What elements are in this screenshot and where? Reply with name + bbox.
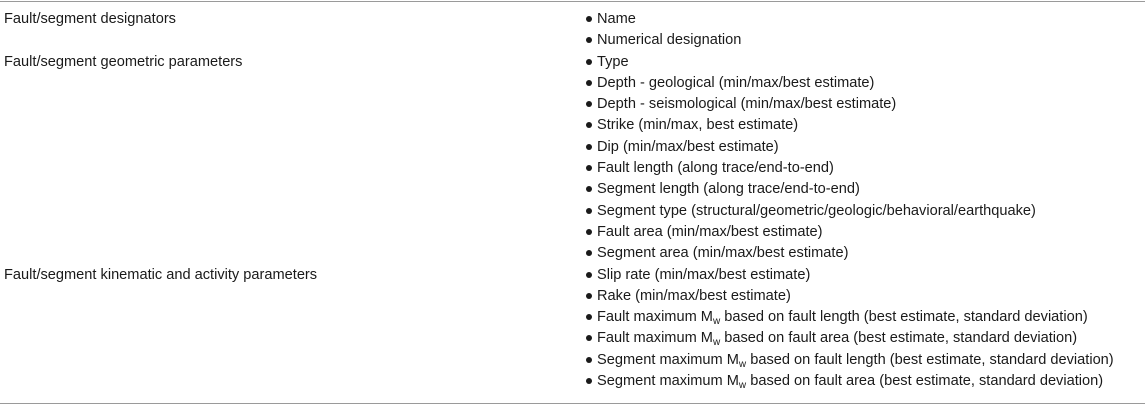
- item-text-post: based on fault area (best estimate, standard deviation): [746, 373, 1104, 390]
- item-text: Depth - seismological (min/max/best estimate): [597, 96, 897, 113]
- bullet-icon: [586, 16, 592, 22]
- bullet-icon: [586, 165, 592, 171]
- list-item: [585, 371, 1145, 392]
- bullet-icon: [586, 272, 592, 278]
- bullet-icon: [586, 335, 592, 341]
- subscript-w: w: [712, 337, 721, 349]
- item-text-post: based on fault length (best estimate, standard deviation): [720, 309, 1088, 326]
- bullet-icon: [586, 37, 592, 43]
- table-body: [0, 9, 1145, 392]
- item-text: Fault area (min/max/best estimate): [597, 223, 823, 240]
- list-item: [585, 52, 1145, 73]
- item-text: Rake (min/max/best estimate): [597, 287, 791, 304]
- item-text: Strike (min/max, best estimate): [597, 117, 799, 134]
- list-item: [585, 243, 1145, 264]
- table-bottom-rule: [0, 403, 1145, 404]
- table-row: [0, 52, 1145, 265]
- list-item: [585, 73, 1145, 94]
- list-item: [585, 307, 1145, 328]
- bullet-icon: [586, 122, 592, 128]
- list-item: [585, 222, 1145, 243]
- item-text-pre: Fault maximum M: [597, 330, 713, 347]
- list-item: [585, 328, 1145, 349]
- item-text: Depth - geological (min/max/best estimate): [597, 74, 875, 91]
- item-text-pre: Segment maximum M: [597, 373, 739, 390]
- list-item: [585, 201, 1145, 222]
- list-item: [585, 265, 1145, 286]
- item-text-post: based on fault area (best estimate, standard deviation): [720, 330, 1078, 347]
- list-item: [585, 137, 1145, 158]
- bullet-icon: [586, 186, 592, 192]
- category-cell: Fault/segment geometric parameters: [4, 53, 243, 70]
- subscript-w: w: [738, 380, 747, 392]
- list-item: [585, 286, 1145, 307]
- bullet-icon: [586, 314, 592, 320]
- list-item: [585, 115, 1145, 136]
- parameter-list: [585, 9, 1145, 52]
- list-item: [585, 94, 1145, 115]
- item-text: Type: [597, 53, 629, 70]
- list-item: [585, 30, 1145, 51]
- table-top-rule: [0, 1, 1145, 2]
- subscript-w: w: [712, 316, 721, 328]
- item-text: Segment type (structural/geometric/geologic/behavioral/earthquake): [597, 202, 1036, 219]
- bullet-icon: [586, 229, 592, 235]
- table-row: [0, 9, 1145, 52]
- parameter-list: [585, 265, 1145, 393]
- list-item: [585, 9, 1145, 30]
- category-cell: Fault/segment designators: [4, 11, 176, 27]
- table-row: [0, 265, 1145, 393]
- list-item: [585, 350, 1145, 371]
- item-text: Fault length (along trace/end-to-end): [597, 160, 834, 177]
- item-text-post: based on fault length (best estimate, standard deviation): [746, 351, 1114, 368]
- bullet-icon: [586, 208, 592, 214]
- bullet-icon: [586, 378, 592, 384]
- bullet-icon: [586, 144, 592, 150]
- bullet-icon: [586, 357, 592, 363]
- bullet-icon: [586, 59, 592, 65]
- item-text: Dip (min/max/best estimate): [597, 138, 779, 155]
- item-text-pre: Segment maximum M: [597, 351, 739, 368]
- subscript-w: w: [738, 358, 747, 370]
- item-text: Segment length (along trace/end-to-end): [597, 181, 860, 198]
- list-item: [585, 179, 1145, 200]
- list-item: [585, 158, 1145, 179]
- item-text-pre: Fault maximum M: [597, 309, 713, 326]
- bullet-icon: [586, 101, 592, 107]
- bullet-icon: [586, 250, 592, 256]
- item-text: Name: [597, 11, 636, 27]
- category-cell: Fault/segment kinematic and activity parameters: [4, 266, 318, 283]
- parameter-list: [585, 52, 1145, 265]
- item-text: Slip rate (min/max/best estimate): [597, 266, 811, 283]
- item-text: Numerical designation: [597, 32, 742, 49]
- bullet-icon: [586, 80, 592, 86]
- bullet-icon: [586, 293, 592, 299]
- item-text: Segment area (min/max/best estimate): [597, 245, 849, 262]
